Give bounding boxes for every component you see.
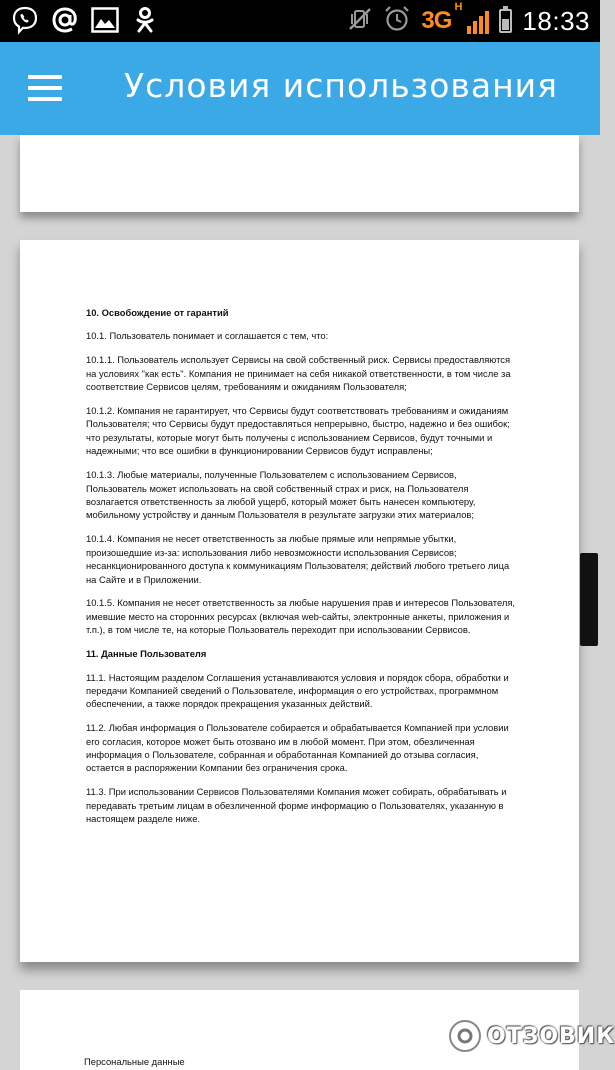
section-paragraph: 10.1.2. Компания не гарантирует, что Сервисы будут соответствовать требованиям и ожиданиям Пользователя; что Сервисы будут предоставляться непрерывно, быстро, надежно и без ошибок; что результаты, которые могут быть получены с использованием Сервисов, будут точными и надежными; что все ошибки в функционировании Сервисов будут исправлены;: [86, 405, 510, 457]
section-paragraph: 10.1.3. Любые материалы, полученные Пользователем с использованием Сервисов, Пользователь может использовать на свой собственный страх и риск, на Пользователя возлагается ответственность за любой ущерб, который может быть нанесен компьютеру, мобильному устройству и данным Пользователя в результате загрузки этих материалов;: [86, 469, 476, 521]
signal-bar: [485, 11, 489, 34]
signal-bar: [479, 16, 483, 34]
otzovik-watermark: [449, 1020, 615, 1052]
next-page-heading: Персональные данные: [84, 1056, 185, 1067]
signal-bar: [467, 26, 471, 34]
battery-icon: [499, 9, 512, 33]
section-heading: 11. Данные Пользователя: [86, 648, 207, 660]
gallery-image-icon: [90, 5, 120, 35]
odnoklassniki-icon: [130, 5, 160, 35]
watermark-text: ОТЗОВИК: [487, 1023, 615, 1049]
notification-icons: [10, 5, 160, 35]
section-paragraph: 11.1. Настоящим разделом Соглашения устанавливаются условия и порядок сбора, обработки и передачи Компанией сведений о Пользователе, информация о его устройствах, программном обеспечении, а также порядок прекращения указанных действий.: [86, 671, 509, 710]
section-paragraph: 11.3. При использовании Сервисов Пользователями Компания может собирать, обрабатывать и передавать третьим лицам в обезличенной форме информацию о Пользователях, указанную в настоящем разделе ниже.: [86, 786, 507, 825]
document-page-previous: [20, 135, 579, 212]
page-title: Условия использования: [124, 66, 558, 105]
document-body: [86, 306, 516, 836]
app-bar: [0, 42, 600, 135]
section-heading: 10. Освобождение от гарантий: [86, 307, 229, 318]
network-type: [421, 1, 462, 35]
email-at-icon: [50, 5, 80, 35]
section-paragraph: 10.1. Пользователь понимает и соглашается с тем, что:: [86, 330, 329, 342]
status-bar: [0, 0, 600, 42]
viber-icon: [10, 5, 40, 35]
clock-time: 18:33: [522, 5, 590, 36]
section-paragraph: 10.1.5. Компания не несет ответственность за любые нарушения прав и интересов Пользователя, имевшие место на сторонних ресурсах (включая web-сайты, электронные анкеты, приложения и т.п.), в том числе те, на которые Пользователь переходит при использовании Сервисов.: [86, 597, 515, 636]
section-paragraph: 11.2. Любая информация о Пользователе собирается и обрабатывается Компанией при условии его согласия, которое может быть отозвано им в любой момент. При этом, обезличенная информация о Пользователе, собранная и обработанная Компанией до отзыва согласия, остается в распоряжении Компании без ограничения срока.: [86, 722, 509, 774]
signal-bar: [473, 21, 477, 34]
menu-hamburger-icon[interactable]: [28, 75, 64, 101]
vibrate-muted-icon: [347, 6, 373, 37]
signal-strength-icon: [467, 8, 489, 34]
network-subtype: H: [454, 1, 462, 13]
document-page-current: [20, 240, 579, 962]
section-paragraph: 10.1.1. Пользователь использует Сервисы на свой собственный риск. Сервисы предоставляются на условиях "как есть". Компания не принимает на себя никакой ответственности, в том числе за соответствие Сервисов целям, требованиям и ожиданиям Пользователя;: [86, 354, 511, 393]
scrollbar-thumb[interactable]: [580, 553, 598, 646]
system-indicators: [347, 0, 590, 42]
alarm-clock-icon: [383, 5, 411, 38]
network-type-label: 3G: [421, 7, 452, 34]
otzovik-logo-icon: [449, 1020, 481, 1052]
section-paragraph: 10.1.4. Компания не несет ответственность за любые прямые или непрямые убытки, произошедшие из-за: использования либо невозможности использования Сервисов; несанкционированного доступа к коммуникациям Пользователя; действий любого третьего лица на Сайте и в Приложении.: [86, 533, 510, 585]
